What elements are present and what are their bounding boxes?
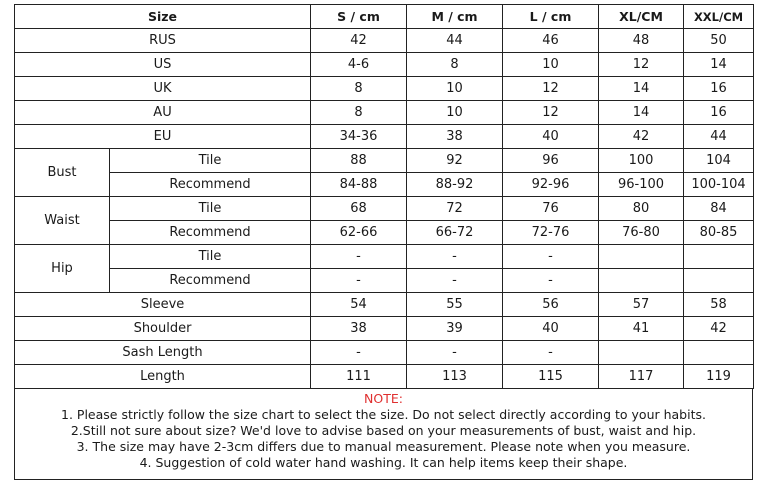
- note-line: 3. The size may have 2-3cm differs due to manual measurement. Please note when you measure.: [76, 439, 691, 454]
- note-title: NOTE:: [364, 391, 403, 406]
- header-row: [15, 5, 754, 29]
- table-row-us: [15, 53, 754, 77]
- cell: 16: [684, 101, 754, 125]
- row-label: EU: [15, 125, 311, 149]
- cell: -: [311, 341, 407, 365]
- row-label: RUS: [15, 29, 311, 53]
- cell: 40: [503, 317, 599, 341]
- table-row-hip-tile: [15, 245, 754, 269]
- table-row-au: [15, 101, 754, 125]
- s-header: S / cm: [311, 5, 407, 29]
- cell: 68: [311, 197, 407, 221]
- cell: 62-66: [311, 221, 407, 245]
- row-label: Sleeve: [15, 293, 311, 317]
- cell: 115: [503, 365, 599, 389]
- cell: [599, 269, 684, 293]
- cell: 76-80: [599, 221, 684, 245]
- cell: 96-100: [599, 173, 684, 197]
- cell: 14: [599, 101, 684, 125]
- cell: 44: [684, 125, 754, 149]
- cell: 4-6: [311, 53, 407, 77]
- table-row-bust-tile: [15, 149, 754, 173]
- cell: 84: [684, 197, 754, 221]
- cell: 10: [503, 53, 599, 77]
- cell: 44: [407, 29, 503, 53]
- sub-label: Recommend: [110, 221, 311, 245]
- cell: 104: [684, 149, 754, 173]
- sub-label: Tile: [110, 197, 311, 221]
- xl-header: XL/CM: [599, 5, 684, 29]
- table-row-length: [15, 365, 754, 389]
- cell: -: [407, 269, 503, 293]
- cell: 12: [599, 53, 684, 77]
- cell: -: [407, 245, 503, 269]
- cell: [599, 341, 684, 365]
- cell: 92-96: [503, 173, 599, 197]
- cell: 38: [407, 125, 503, 149]
- cell: 40: [503, 125, 599, 149]
- table-row-bust-recommend: [15, 173, 754, 197]
- cell: 16: [684, 77, 754, 101]
- table-row-rus: [15, 29, 754, 53]
- group-label-bust: Bust: [15, 149, 110, 197]
- cell: -: [503, 269, 599, 293]
- cell: 111: [311, 365, 407, 389]
- cell: 80: [599, 197, 684, 221]
- table-row-waist-tile: [15, 197, 754, 221]
- cell: 8: [311, 101, 407, 125]
- cell: 100-104: [684, 173, 754, 197]
- cell: 8: [407, 53, 503, 77]
- table-row-hip-recommend: [15, 269, 754, 293]
- cell: 88: [311, 149, 407, 173]
- table-row-uk: [15, 77, 754, 101]
- cell: 54: [311, 293, 407, 317]
- cell: 41: [599, 317, 684, 341]
- note-box: [14, 389, 753, 480]
- cell: -: [311, 245, 407, 269]
- cell: 48: [599, 29, 684, 53]
- cell: 14: [599, 77, 684, 101]
- size-header: Size: [15, 5, 311, 29]
- sub-label: Tile: [110, 149, 311, 173]
- cell: 55: [407, 293, 503, 317]
- cell: 66-72: [407, 221, 503, 245]
- size-table: [14, 4, 754, 389]
- row-label: US: [15, 53, 311, 77]
- table-row-waist-recommend: [15, 221, 754, 245]
- row-label: Sash Length: [15, 341, 311, 365]
- cell: -: [503, 341, 599, 365]
- table-row-eu: [15, 125, 754, 149]
- row-label: AU: [15, 101, 311, 125]
- l-header: L / cm: [503, 5, 599, 29]
- group-label-waist: Waist: [15, 197, 110, 245]
- table-row-sleeve: [15, 293, 754, 317]
- cell: 72: [407, 197, 503, 221]
- sub-label: Recommend: [110, 269, 311, 293]
- cell: 12: [503, 101, 599, 125]
- note-line: 4. Suggestion of cold water hand washing. It can help items keep their shape.: [139, 455, 628, 470]
- row-label: UK: [15, 77, 311, 101]
- cell: [684, 269, 754, 293]
- m-header: M / cm: [407, 5, 503, 29]
- cell: 58: [684, 293, 754, 317]
- cell: 88-92: [407, 173, 503, 197]
- cell: 14: [684, 53, 754, 77]
- cell: 10: [407, 77, 503, 101]
- cell: 38: [311, 317, 407, 341]
- cell: 80-85: [684, 221, 754, 245]
- cell: 56: [503, 293, 599, 317]
- cell: [684, 245, 754, 269]
- sub-label: Tile: [110, 245, 311, 269]
- cell: 57: [599, 293, 684, 317]
- cell: 39: [407, 317, 503, 341]
- cell: 72-76: [503, 221, 599, 245]
- group-label-hip: Hip: [15, 245, 110, 293]
- cell: 76: [503, 197, 599, 221]
- size-chart: [14, 4, 753, 480]
- cell: 12: [503, 77, 599, 101]
- cell: [599, 245, 684, 269]
- cell: 8: [311, 77, 407, 101]
- table-row-shoulder: [15, 317, 754, 341]
- cell: 42: [684, 317, 754, 341]
- row-label: Length: [15, 365, 311, 389]
- cell: -: [407, 341, 503, 365]
- cell: 117: [599, 365, 684, 389]
- cell: 100: [599, 149, 684, 173]
- table-row-sash-length: [15, 341, 754, 365]
- cell: 42: [599, 125, 684, 149]
- cell: 10: [407, 101, 503, 125]
- cell: 42: [311, 29, 407, 53]
- cell: 84-88: [311, 173, 407, 197]
- cell: [684, 341, 754, 365]
- cell: 96: [503, 149, 599, 173]
- xxl-header: XXL/CM: [684, 5, 754, 29]
- note-line: 2.Still not sure about size? We'd love to advise based on your measurements of bust, waist and hip.: [70, 423, 697, 438]
- cell: 119: [684, 365, 754, 389]
- note-line: 1. Please strictly follow the size chart to select the size. Do not select directly according to your habits.: [61, 407, 706, 422]
- sub-label: Recommend: [110, 173, 311, 197]
- cell: 34-36: [311, 125, 407, 149]
- cell: -: [503, 245, 599, 269]
- cell: 50: [684, 29, 754, 53]
- cell: -: [311, 269, 407, 293]
- cell: 46: [503, 29, 599, 53]
- cell: 92: [407, 149, 503, 173]
- row-label: Shoulder: [15, 317, 311, 341]
- cell: 113: [407, 365, 503, 389]
